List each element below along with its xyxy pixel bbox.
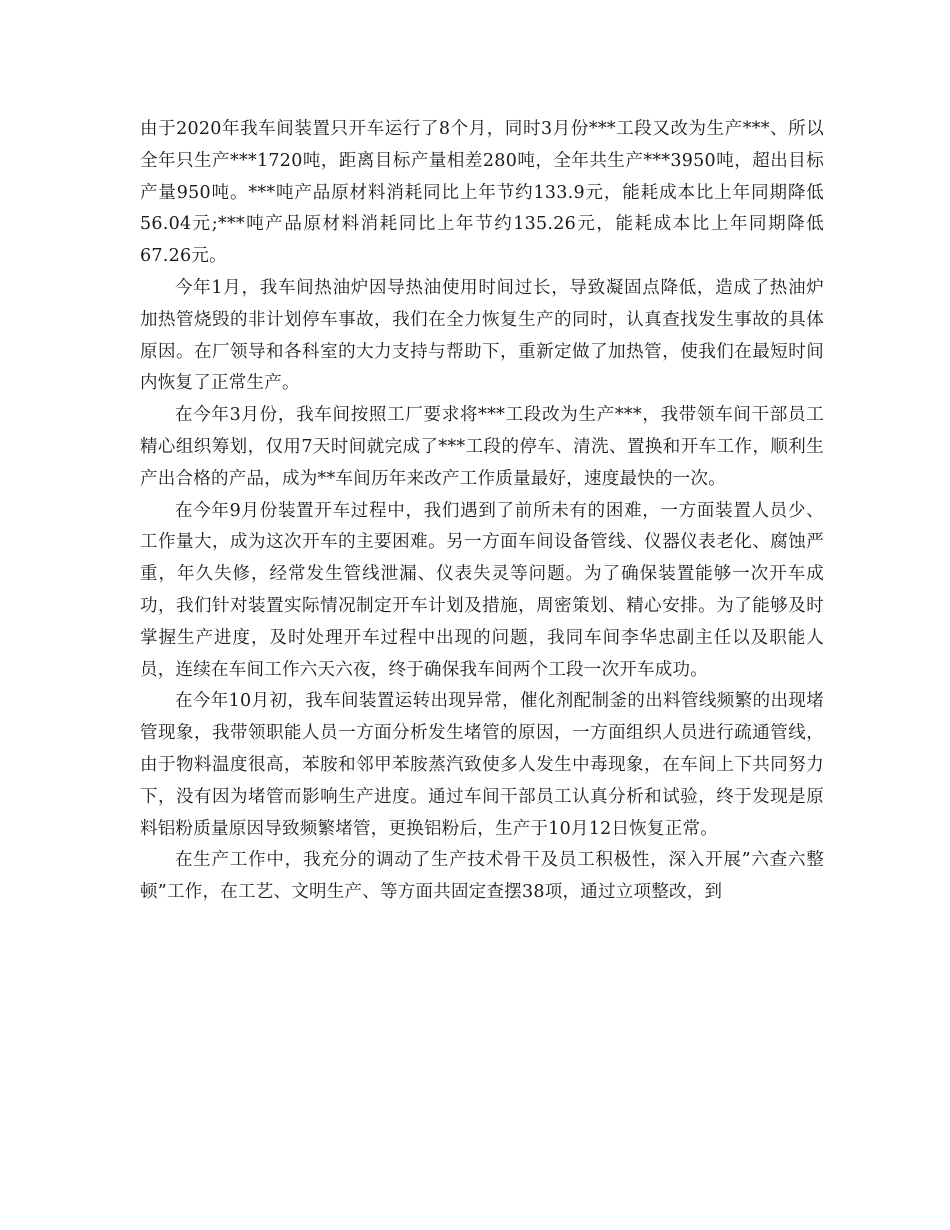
paragraph-rectification-work: 在生产工作中，我充分的调动了生产技术骨干及员工积极性，深入开展”六查六整顿”工作，在工艺、文明生产、等方面共固定查摆38项，通过立项整改，到 [140, 850, 824, 903]
document-body [140, 114, 824, 909]
paragraph-september-startup: 在今年9月份装置开车过程中，我们遇到了前所未有的困难，一方面装置人员少、工作量大，成为这次开车的主要困难。另一方面车间设备管线、仪器仪表老化、腐蚀严重，年久失修，经常发生管线泄漏、仪表失灵等问题。为了确保装置能够一次开车成功，我们针对装置实际情况制定开车计划及措施，周密策划、精心安排。为了能够及时掌握生产进度，及时处理开车过程中出现的问题，我同车间李华忠副主任以及职能人员，连续在车间工作六天六夜，终于确保我车间两个工段一次开车成功。 [140, 500, 824, 680]
paragraph-january-incident: 今年1月，我车间热油炉因导热油使用时间过长，导致凝固点降低，造成了热油炉加热管烧毁的非计划停车事故，我们在全力恢复生产的同时，认真查找发生事故的具体原因。在厂领导和各科室的大力支持与帮助下，重新定做了加热管，使我们在最短时间内恢复了正常生产。 [140, 277, 824, 394]
paragraph-october-blockage: 在今年10月初，我车间装置运转出现异常，催化剂配制釜的出料管线频繁的出现堵管现象，我带领职能人员一方面分析发生堵管的原因，一方面组织人员进行疏通管线，由于物料温度很高，苯胺和邻甲苯胺蒸汽致使多人发生中毒现象，在车间上下共同努力下，没有因为堵管而影响生产进度。通过车间干部员工认真分析和试验，终于发现是原料铝粉质量原因导致频繁堵管，更换铝粉后，生产于10月12日恢复正常。 [140, 691, 824, 839]
paragraph-march-conversion: 在今年3月份，我车间按照工厂要求将***工段改为生产***，我带领车间干部员工精心组织筹划，仅用7天时间就完成了***工段的停车、清洗、置换和开车工作，顺利生产出合格的产品，成为**车间历年来改产工作质量最好，速度最快的一次。 [140, 405, 824, 489]
paragraph-production-summary: 由于2020年我车间装置只开车运行了8个月，同时3月份***工段又改为生产***、所以全年只生产***1720吨，距离目标产量相差280吨，全年共生产***3950吨，超出目标产量950吨。***吨产品原材料消耗同比上年节约133.9元，能耗成本比上年同期降低56.04元;***吨产品原材料消耗同比上年节约135.26元，能耗成本比上年同期降低67.26元。 [140, 119, 824, 267]
